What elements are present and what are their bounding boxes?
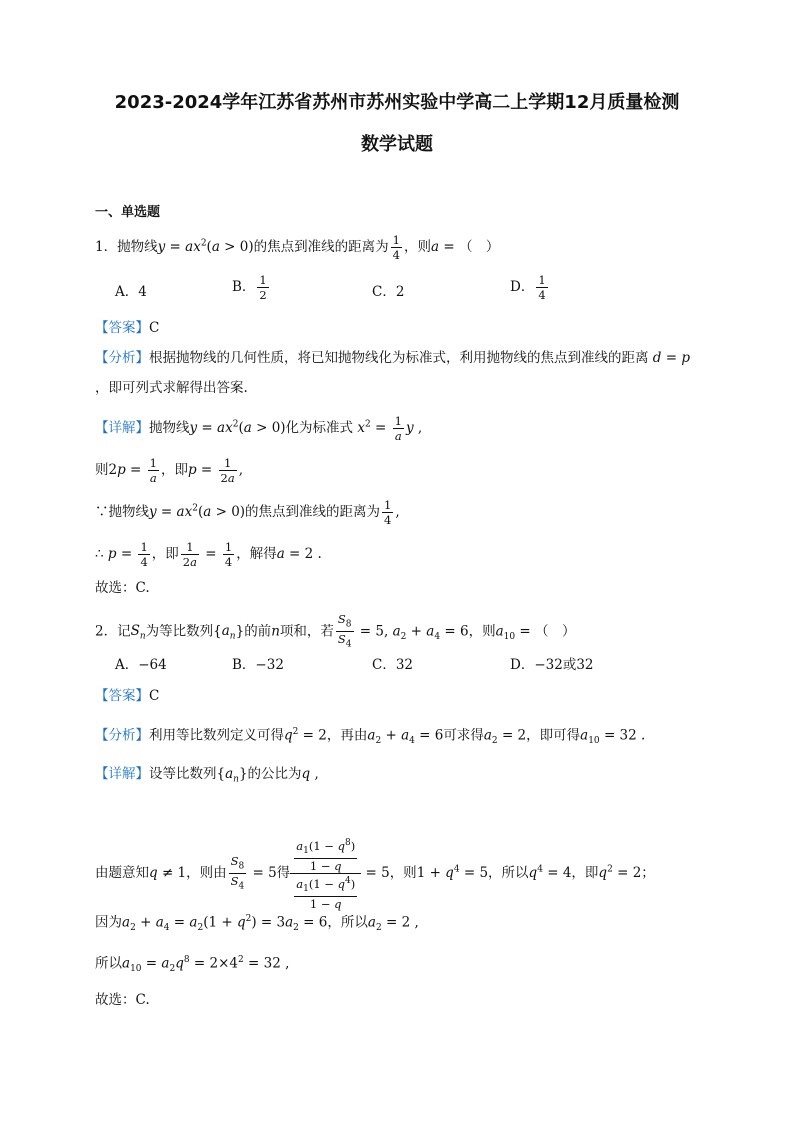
q1-analysis: 【分析】根据抛物线的几何性质，将已知抛物线化为标准式，利用抛物线的焦点到准线的距离 d = p xyxy=(95,350,691,366)
q1-detail-2: 则2p = $\frac{1}{a}$ ，即p = $\frac{1}{2a}$ , xyxy=(95,456,244,485)
q2-option-a: A．−64 xyxy=(115,657,167,673)
q1-analysis-tail: ，即可列式求解得出答案. xyxy=(95,380,248,396)
q1-stem: 1．抛物线$y = ax^2(a > 0)$的焦点到准线的距离为 $\frac{1}{4}$ ，则a = （ ） xyxy=(95,233,500,262)
q1-conclusion: 故选：C. xyxy=(95,580,150,596)
q1-option-c: C．2 xyxy=(372,284,405,300)
q2-analysis: 【分析】利用等比数列定义可得$q^2 = 2$，再由$a_2 + a_4 = 6$可求得$a_2 = 2$，即可得$a_{10} = 32$ . xyxy=(95,727,646,747)
q2-conclusion: 故选：C. xyxy=(95,992,150,1008)
q1-answer: 【答案】C xyxy=(95,320,160,336)
q2-answer: 【答案】C xyxy=(95,688,160,704)
section-heading: 一、单选题 xyxy=(95,205,161,220)
q2-option-c: C．32 xyxy=(372,657,414,673)
q2-detail-2: 由题意知q ≠ 1，则由 $\frac{S_8}{S_4}$ = 5得 $\frac{\frac{a_1(1 - q^8)}{1 - q}}{\frac{a_1(1 - q^4)}{1 - q}}$ = 5，则$1 + q^4 = 5$，所以$q^4 = 4$，即$q^2 = 2$； xyxy=(95,838,655,912)
q2-stem: 2．记$S_n$为等比数列$\{a_n\}$的前n项和，若 $\frac{S_8}{S_4}$ = 5, $a_2 + a_4 = 6$，则$a_{10}$ = （ ） xyxy=(95,612,576,650)
q2-option-b: B．−32 xyxy=(232,657,284,673)
document-subtitle: 数学试题 xyxy=(361,134,433,155)
q2-detail-3: 因为$a_2 + a_4 = a_2(1 + q^2) = 3a_2 = 6$，所以$a_2 = 2$ , xyxy=(95,914,419,934)
q1-detail-1: 【详解】抛物线$y = ax^2(a > 0)$化为标准式 $x^2$ = $\frac{1}{a}$ y , xyxy=(95,414,423,443)
document-title: 2023-2024学年江苏省苏州市苏州实验中学高二上学期12月质量检测 xyxy=(114,92,680,113)
q1-option-a: A．4 xyxy=(115,284,147,300)
q1-detail-3: ∵抛物线$y = ax^2(a > 0)$的焦点到准线的距离为 $\frac{1}{4}$ , xyxy=(95,498,400,527)
q2-detail-1: 【详解】设等比数列$\{a_n\}$的公比为q , xyxy=(95,766,319,785)
q2-detail-4: 所以$a_{10} = a_2q^8 = 2\times 4^2 = 32$ , xyxy=(95,955,290,975)
q2-option-d: D．−32或32 xyxy=(510,657,594,673)
q1-option-b: B． $\frac{1}{2}$ xyxy=(232,273,267,302)
q1-option-d: D． $\frac{1}{4}$ xyxy=(510,273,546,302)
q1-detail-4: ∴ p = $\frac{1}{4}$ ，即 $\frac{1}{2a}$ = $\frac{1}{4}$ ，解得a = 2 . xyxy=(95,540,322,569)
